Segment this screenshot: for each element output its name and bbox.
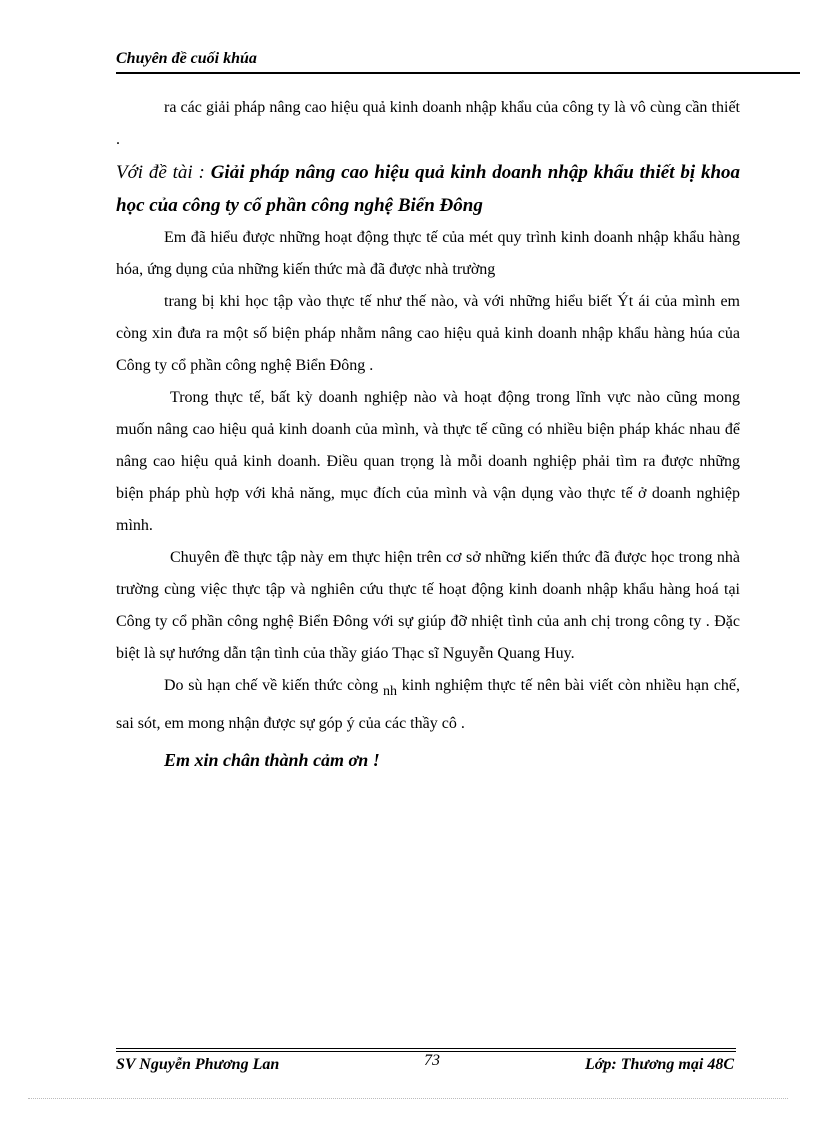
limitations-end: kinh nghiệm thực tế nên bài viết còn nhiều hạn chế, sai sót, em mong nhận được sự góp ý của các thầy cô . (116, 677, 740, 732)
limitations-start: Do sù hạn chế về kiến thức còng (164, 677, 384, 694)
document-body (116, 92, 740, 776)
topic-heading (116, 156, 740, 222)
footer-class: Lớp: Thương mại 48C (585, 1056, 734, 1073)
paragraph-limitations (116, 670, 740, 740)
footer-page-number: 73 (424, 1052, 440, 1069)
paragraph-understanding: Em đã hiểu được những hoạt động thực tế của mét quy trình kinh doanh nhập khẩu hàng hóa, ứng dụng của những kiến thức mà đã được nhà trường (116, 229, 740, 278)
paragraph-internship: Chuyên đề thực tập này em thực hiện trên cơ sở những kiến thức đã được học trong nhà trường cùng việc thực tập và nghiên cứu thực tế hoạt động kinh doanh nhập khẩu hàng hoá tại Công ty cổ phần công nghệ Biển Đông với sự giúp đỡ nhiệt tình của anh chị trong công ty . Đặc biệt là sự hướng dẫn tận tình của thầy giáo Thạc sĩ Nguyễn Quang Huy. (116, 549, 740, 662)
paragraph-intro: ra các giải pháp nâng cao hiệu quả kinh doanh nhập khẩu của công ty là vô cùng cần thiết . (116, 99, 740, 148)
paragraph-reality: Trong thực tế, bất kỳ doanh nghiệp nào và hoạt động trong lĩnh vực nào cũng mong muốn nâng cao hiệu quả kinh doanh của mình, và thực tế cũng có nhiều biện pháp khác nhau để nâng cao hiệu quả kinh doanh. Điều quan trọng là mỗi doanh nghiệp phải tìm ra được những biện pháp phù hợp với khả năng, mục đích của mình và vận dụng vào thực tế ở doanh nghiệp mình. (116, 389, 740, 534)
limitations-subscript: nh (383, 684, 398, 699)
paragraph-measures: trang bị khi học tập vào thực tế như thế nào, và với những hiểu biết Ýt ái của mình em còng xin đưa ra một số biện pháp nhằm nâng cao hiệu quả kinh doanh nhập khẩu hàng húa của Công ty cổ phần công nghệ Biển Đông . (116, 293, 740, 374)
topic-title: Giải pháp nâng cao hiệu quả kinh doanh nhập khẩu thiết bị khoa học của công ty cổ phần công nghệ Biển Đông (116, 162, 741, 216)
page-header (116, 48, 800, 74)
footer-rule-top (116, 1048, 736, 1049)
topic-prefix: Với đề tài : (116, 162, 211, 183)
header-title: Chuyên đề cuối khúa (116, 50, 257, 67)
page-edge-divider (28, 1098, 788, 1099)
thanks-line: Em xin chân thành cảm ơn ! (164, 750, 380, 770)
footer-author: SV Nguyễn Phương Lan (116, 1056, 280, 1073)
